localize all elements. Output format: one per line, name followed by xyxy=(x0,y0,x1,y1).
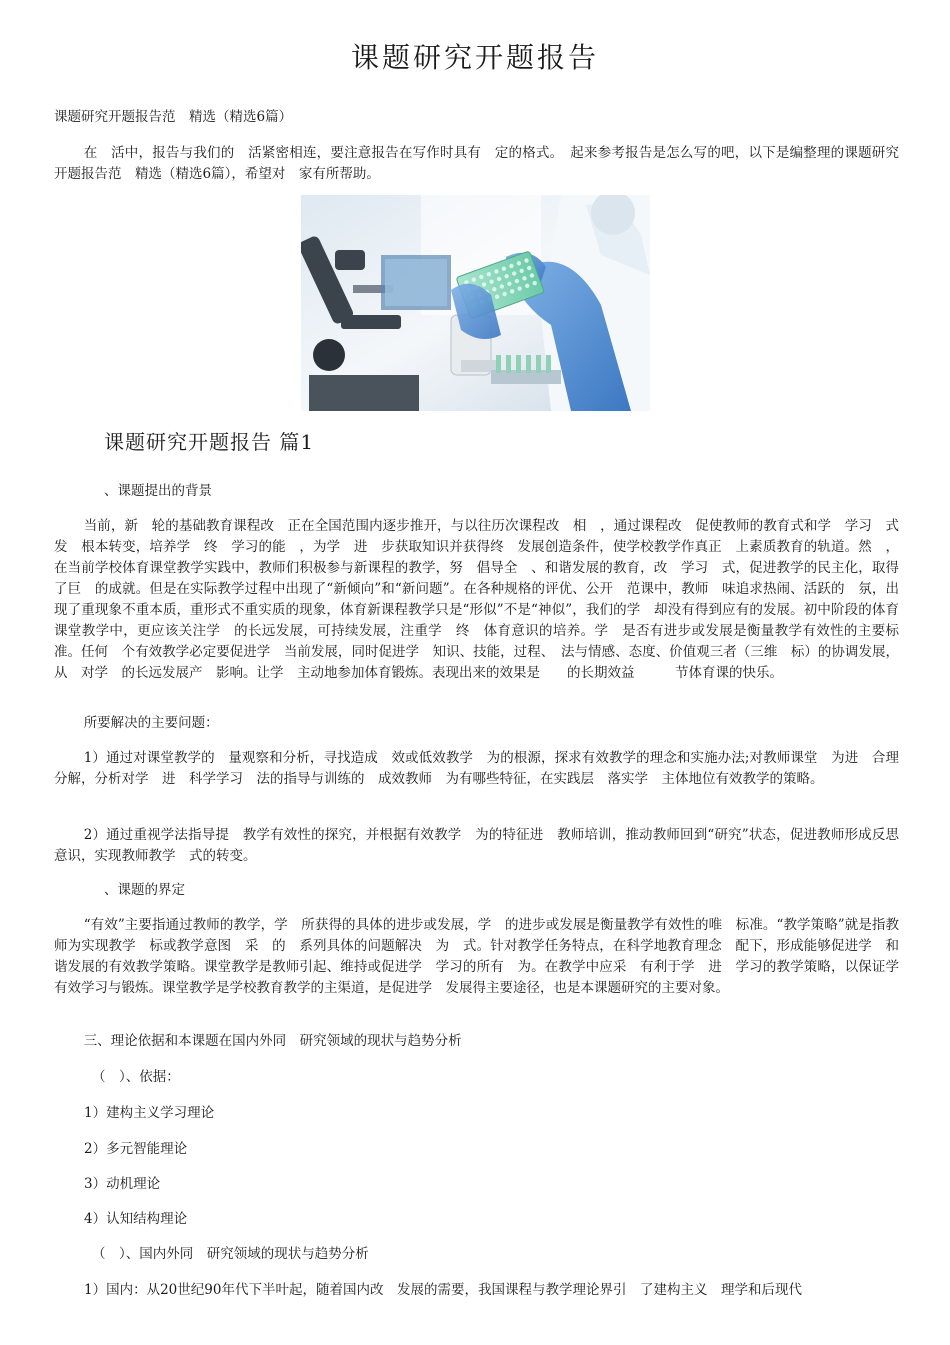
s2-body: “有效”主要指通过教师的教学，学 所获得的具体的进步或发展，学 的进步或发展是衡量教学有效性的唯 标准。“教学策略”就是指教师为实现教学 标或教学意图 采 的 系列具体的问题解决 为 式。针对教学任务特点，在科学地教育理念 配下，形成能够促进学 和谐发展的有效教学策略。课堂教学是教师引起、维持或促进学 学习的所有 为。在教学中应采 有利于学 进 学习的教学策略，以保证学 有效学习与锻炼。课堂教学是学校教育教学的主渠道，是促进学 发展得主要途径，也是本课题研究的主要对象。 xyxy=(54,917,913,996)
s2-heading: 、课题的界定 xyxy=(104,882,185,898)
list-item: 2）多元智能理论 xyxy=(84,1141,188,1157)
list-item: 1）建构主义学习理论 xyxy=(84,1105,215,1121)
s1-body: 当前，新 轮的基础教育课程改 正在全国范围内逐步推开，与以往历次课程改 相 ，通过课程改 促使教师的教育式和学 学习 式发 根本转变，培养学 终 学习的能 ，为学 进 步获取知识并获得终 发展创造条件，使学校教学作真正 上素质教育的轨道。然 ，在当前学校体育课堂教学实践中，教师们积极参与新课程的教学，努 倡导全 、和谐发展的教育，改 学习 式，促进教学的民主化，取得了巨 的成就。但是在实际教学过程中出现了“新倾向”和“新问题”。在各种规格的评优、公开 范课中，教师 味追求热闹、活跃的 氛，出现了重现象不重本质，重形式不重实质的现象，体育新课程教学只是“形似”不是“神似”，我们的学 却没有得到应有的发展。初中阶段的体育课堂教学中，更应该关注学 的长远发展，可持续发展，注重学 终 体育意识的培养。学 是否有进步或发展是衡量教学有效性的主要标准。任何 个有效教学必定要促进学 当前发展，同时促进学 知识、技能，过程、 法与情感、态度、价值观三者（三维 标）的协调发展，从 对学 的长远发展产 影响。让学 主动地参加体育锻炼。表现出来的效果是 的长期效益 节体育课的快乐。 xyxy=(54,518,899,681)
s1-item-1: 1）通过对课堂教学的 量观察和分析，寻找造成 效或低效教学 为的根源，探求有效教学的理念和实施办法;对教师课堂 为进 合理分解，分析对学 进 科学学习 法的指导与训练的 成效教师 为有哪些特征，在实践层 落实学 主体地位有效教学的策略。 xyxy=(54,750,899,787)
lab-scene-illustration xyxy=(301,195,650,411)
document-title: 课题研究开题报告 xyxy=(350,41,599,74)
s1-problem-label: 所要解决的主要问题： xyxy=(83,715,219,731)
s3-last-line: 1）国内：从20世纪90年代下半叶起，随着国内改 发展的需要，我国课程与教学理论界引 了建构主义 理学和后现代 xyxy=(84,1282,802,1298)
s3-sub-1: （ ）、依据： xyxy=(92,1069,180,1085)
lab-photo xyxy=(301,195,650,411)
s3-sub-2: （ ）、国内外同 研究领域的现状与趋势分析 xyxy=(92,1246,369,1262)
intro-paragraph: 在 活中，报告与我们的 活紧密相连，要注意报告在写作时具有 定的格式。 起来参考报告是怎么写的吧，以下是编整理的课题研究开题报告范 精选（精选6篇），希望对 家有所帮助。 xyxy=(54,145,899,182)
list-item: 4）认知结构理论 xyxy=(84,1211,188,1227)
s1-item-2: 2）通过重视学法指导提 教学有效性的探究，并根据有效教学 为的特征进 教师培训，推动教师回到“研究”状态，促进教师形成反思意识，实现教师教学 式的转变。 xyxy=(54,827,899,864)
section-title: 课题研究开题报告 篇1 xyxy=(104,430,315,454)
s3-heading: 三、理论依据和本课题在国内外同 研究领域的现状与趋势分析 xyxy=(83,1033,462,1049)
subtitle-line: 课题研究开题报告范 精选（精选6篇） xyxy=(54,109,293,125)
s1-heading: 、课题提出的背景 xyxy=(104,483,212,499)
list-item: 3）动机理论 xyxy=(84,1176,161,1192)
